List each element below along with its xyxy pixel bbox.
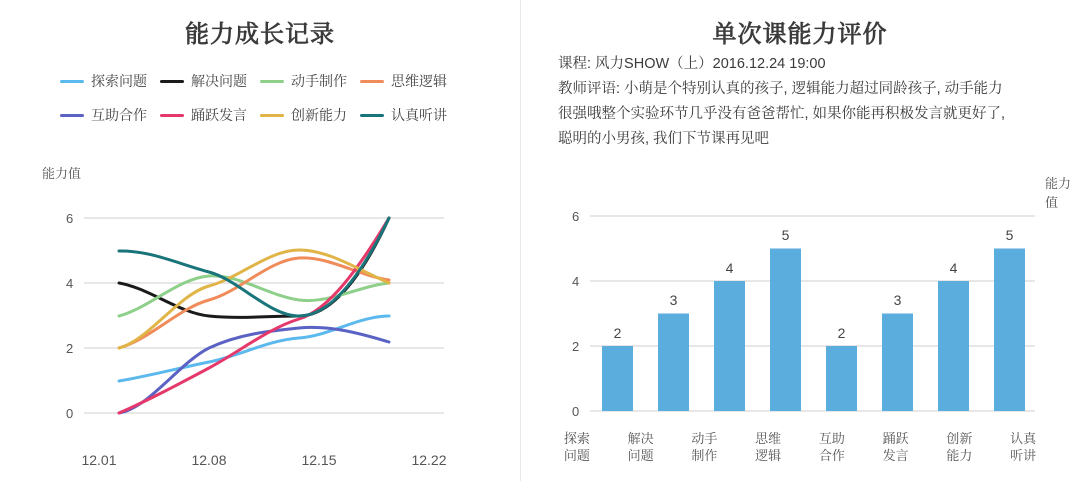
bar-踊跃发言 <box>882 314 913 412</box>
line-chart-y-ticks <box>66 211 73 421</box>
bar-category-7 <box>991 430 1055 464</box>
bar-category-5 <box>864 430 928 464</box>
category-line-1: 思维 <box>755 431 782 446</box>
legend-label: 思维逻辑 <box>391 73 447 89</box>
svg-text:5: 5 <box>781 227 790 243</box>
legend-label: 踊跃发言 <box>191 107 247 123</box>
right-panel-title: 单次课能力评价 <box>712 21 888 48</box>
legend-swatch-icon <box>260 114 284 117</box>
bar-chart-y-ticks <box>572 209 579 419</box>
svg-text:6: 6 <box>66 211 74 226</box>
teacher-comment-line-2: 很强哦整个实验环节几乎没有爸爸帮忙, 如果你能再积极发言就更好了, <box>558 106 1006 122</box>
svg-text:5: 5 <box>1005 227 1014 243</box>
bar-category-1 <box>609 430 673 464</box>
bar-category-2 <box>673 430 737 464</box>
bar-解决问题 <box>658 314 689 412</box>
bar-chart-category-labels <box>545 430 1055 464</box>
bar-互助合作 <box>826 346 857 411</box>
category-line-2: 逻辑 <box>755 448 782 463</box>
bar-category-0 <box>545 430 609 464</box>
x-tick-label: 12.08 <box>191 452 227 468</box>
svg-text:2: 2 <box>613 325 622 341</box>
line-chart-series <box>119 218 389 413</box>
svg-text:4: 4 <box>725 260 734 276</box>
legend-label: 认真听讲 <box>391 107 447 123</box>
legend-item-3 <box>360 71 460 91</box>
category-line-1: 认真 <box>1010 431 1037 446</box>
category-line-1: 动手 <box>691 431 718 446</box>
line-chart-svg <box>44 188 484 448</box>
category-line-1: 踊跃 <box>882 431 909 446</box>
legend-swatch-icon <box>60 114 84 117</box>
bar-category-3 <box>736 430 800 464</box>
bar-认真听讲 <box>994 249 1025 412</box>
line-chart-legend <box>60 71 460 125</box>
legend-swatch-icon <box>260 80 284 83</box>
category-line-2: 发言 <box>882 448 909 463</box>
bar-chart-y-axis-caption: 能力值 <box>1045 176 1072 210</box>
legend-item-1 <box>160 71 260 91</box>
category-line-1: 互助 <box>818 431 845 446</box>
teacher-comment-line-1: 教师评语: 小萌是个特别认真的孩子, 逻辑能力超过同龄孩子, 动手能力 <box>558 81 1003 97</box>
category-line-2: 制作 <box>691 448 718 463</box>
legend-label: 解决问题 <box>191 73 247 89</box>
svg-text:2: 2 <box>66 341 74 356</box>
series-path-踊跃发言 <box>119 218 389 413</box>
bar-category-4 <box>800 430 864 464</box>
legend-label: 动手制作 <box>291 73 347 89</box>
line-chart-x-labels <box>44 452 484 468</box>
bar-category-6 <box>928 430 992 464</box>
legend-item-5 <box>160 105 260 125</box>
category-line-2: 合作 <box>818 448 845 463</box>
x-tick-label: 12.15 <box>301 452 337 468</box>
x-tick-label: 12.22 <box>411 452 447 468</box>
legend-item-2 <box>260 71 360 91</box>
legend-swatch-icon <box>60 80 84 83</box>
svg-text:3: 3 <box>893 292 902 308</box>
bar-思维逻辑 <box>770 249 801 412</box>
legend-swatch-icon <box>160 114 184 117</box>
svg-text:6: 6 <box>572 209 580 224</box>
legend-item-7 <box>360 105 460 125</box>
teacher-comment-line-3: 聪明的小男孩, 我们下节课再见吧 <box>558 131 770 147</box>
svg-text:0: 0 <box>66 406 74 421</box>
svg-text:4: 4 <box>572 274 580 289</box>
bar-chart-svg <box>545 196 1055 431</box>
svg-text:0: 0 <box>572 404 580 419</box>
x-tick-label: 12.01 <box>81 452 117 468</box>
line-chart-y-axis-caption: 能力值 <box>42 166 82 181</box>
bar-chart <box>545 196 1055 431</box>
legend-item-4 <box>60 105 160 125</box>
legend-swatch-icon <box>160 80 184 83</box>
svg-text:4: 4 <box>66 276 74 291</box>
course-line: 课程: 风力SHOW（上）2016.12.24 19:00 <box>558 56 826 72</box>
legend-label: 互助合作 <box>91 107 147 123</box>
category-line-2: 听讲 <box>1010 448 1037 463</box>
svg-text:2: 2 <box>572 339 580 354</box>
category-line-1: 创新 <box>946 431 973 446</box>
bar-创新能力 <box>938 281 969 411</box>
svg-text:4: 4 <box>949 260 958 276</box>
bar-动手制作 <box>714 281 745 411</box>
legend-label: 探索问题 <box>91 73 147 89</box>
legend-item-0 <box>60 71 160 91</box>
line-chart <box>44 188 484 448</box>
category-line-1: 解决 <box>627 431 654 446</box>
course-info <box>558 52 1058 152</box>
legend-swatch-icon <box>360 114 384 117</box>
growth-record-panel <box>0 0 520 481</box>
svg-text:2: 2 <box>837 325 846 341</box>
bar-探索问题 <box>602 346 633 411</box>
legend-item-6 <box>260 105 360 125</box>
legend-swatch-icon <box>360 80 384 83</box>
bar-chart-bars <box>602 249 1025 412</box>
svg-text:3: 3 <box>669 292 678 308</box>
left-panel-title: 能力成长记录 <box>185 21 335 48</box>
category-line-1: 探索 <box>563 431 590 446</box>
category-line-2: 能力 <box>946 448 973 463</box>
legend-label: 创新能力 <box>291 107 347 123</box>
category-line-2: 问题 <box>563 448 590 463</box>
category-line-2: 问题 <box>627 448 654 463</box>
session-evaluation-panel <box>520 0 1080 481</box>
